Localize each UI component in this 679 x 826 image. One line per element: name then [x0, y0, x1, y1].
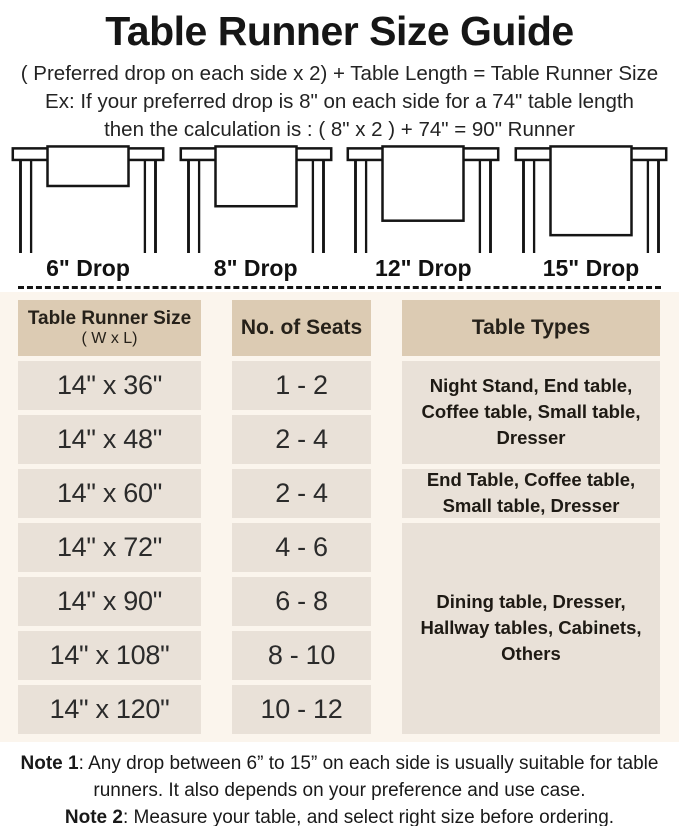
note-2 — [14, 805, 666, 826]
note-1-label: Note 1 — [20, 752, 79, 774]
page-title: Table Runner Size Guide — [105, 8, 574, 54]
runner-size-cell: 14" x 48" — [18, 415, 201, 464]
runner-size-cell: 14" x 90" — [18, 577, 201, 626]
table-runner-8in-drawing — [176, 145, 336, 253]
dashed-divider — [18, 286, 661, 289]
seats-cell: 2 - 4 — [232, 415, 371, 464]
drop-illustrations — [0, 142, 679, 281]
table-runner-15in-drawing — [511, 145, 671, 253]
table-types-cell-medium-tables: End Table, Coffee table, Small table, Dresser — [402, 469, 660, 518]
header — [0, 0, 679, 142]
col-header-table-types: Table Types — [402, 300, 660, 356]
table-runner-12in-drawing — [343, 145, 503, 253]
formula-text: ( Preferred drop on each side x 2) + Table Length = Table Runner Size — [20, 62, 659, 86]
seats-cell: 10 - 12 — [232, 685, 371, 734]
example-line-2: then the calculation is : ( 8" x 2 ) + 74" = 90" Runner — [104, 118, 575, 142]
note-1 — [14, 751, 666, 805]
drop-label-6in: 6" Drop — [46, 255, 130, 282]
example-line-1: Ex: If your preferred drop is 8" on each side for a 74" table length — [45, 90, 634, 114]
col-header-seats: No. of Seats — [232, 300, 371, 356]
col-header-runner-size-sub: ( W x L) — [81, 329, 138, 347]
drop-figure-12in — [343, 145, 503, 281]
col-header-runner-size — [18, 300, 201, 356]
drop-label-15in: 15" Drop — [542, 255, 640, 282]
runner-size-cell: 14" x 108" — [18, 631, 201, 680]
seats-cell: 8 - 10 — [232, 631, 371, 680]
runner-size-cell: 14" x 60" — [18, 469, 201, 518]
drop-figure-15in — [511, 145, 671, 281]
size-table-section — [0, 292, 679, 742]
runner-size-cell: 14" x 36" — [18, 361, 201, 410]
note-1-text: : Any drop between 6” to 15” on each side is usually suitable for table runners. It also depends on your preference and use case. — [78, 752, 659, 801]
table-runner-6in-drawing — [8, 145, 168, 253]
drop-figure-8in — [176, 145, 336, 281]
note-2-label: Note 2 — [64, 806, 123, 826]
seats-cell: 4 - 6 — [232, 523, 371, 572]
table-types-cell-small-tables: Night Stand, End table, Coffee table, Small table, Dresser — [402, 361, 660, 464]
size-table — [18, 300, 660, 734]
drop-figure-6in — [8, 145, 168, 281]
note-2-text: : Measure your table, and select right size before ordering. — [122, 806, 615, 826]
drop-label-8in: 8" Drop — [213, 255, 298, 282]
table-types-cell-large-tables: Dining table, Dresser, Hallway tables, Cabinets, Others — [402, 523, 660, 734]
notes — [0, 742, 679, 826]
seats-cell: 6 - 8 — [232, 577, 371, 626]
seats-cell: 1 - 2 — [232, 361, 371, 410]
runner-size-cell: 14" x 72" — [18, 523, 201, 572]
seats-cell: 2 - 4 — [232, 469, 371, 518]
runner-size-cell: 14" x 120" — [18, 685, 201, 734]
col-header-runner-size-title: Table Runner Size — [27, 307, 192, 329]
drop-label-12in: 12" Drop — [375, 255, 472, 282]
